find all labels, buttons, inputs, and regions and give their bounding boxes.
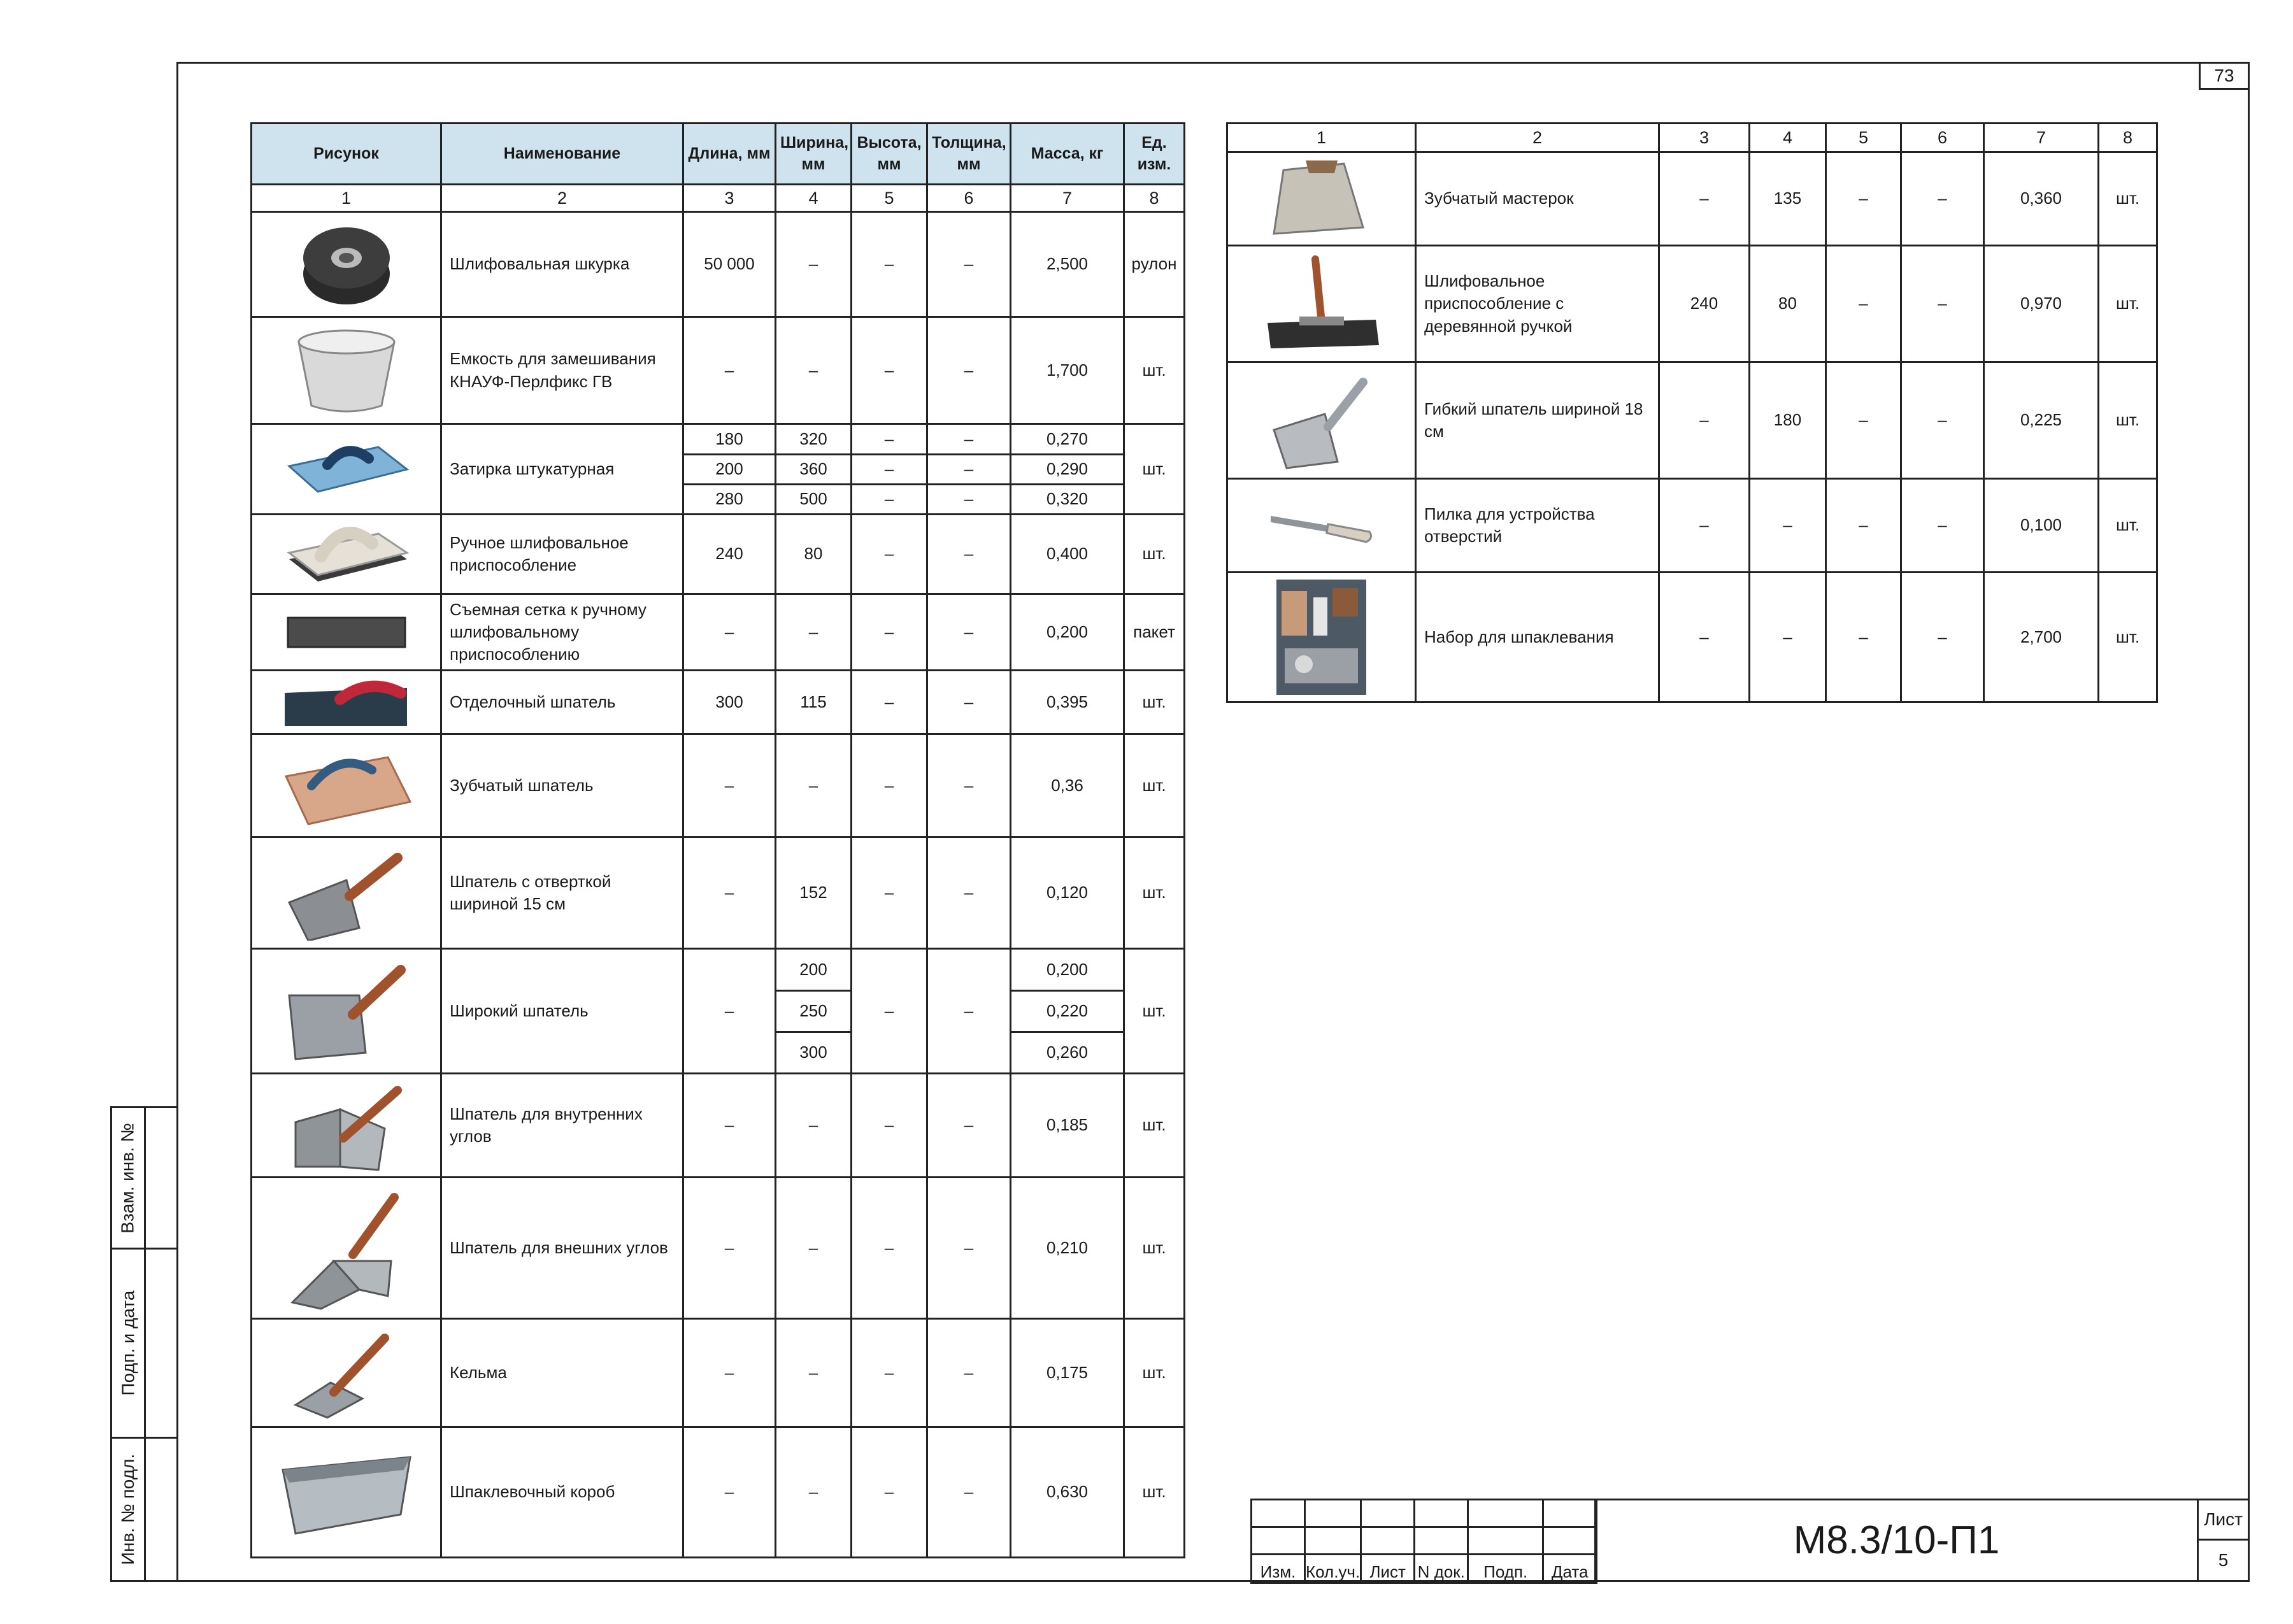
item-length: 240 — [683, 515, 776, 594]
item-width: 180 — [1750, 362, 1826, 479]
item-width: – — [776, 1074, 852, 1178]
item-height: – — [1826, 573, 1901, 702]
item-name: Емкость для замешивания КНАУФ-Перлфикс ГВ — [441, 317, 683, 424]
table-row — [252, 949, 1185, 991]
item-name: Шпатель для внутренних углов — [441, 1074, 683, 1178]
item-height: – — [1826, 362, 1901, 479]
item-length: – — [1659, 479, 1750, 573]
item-height: – — [852, 485, 927, 515]
item-mass: 0,200 — [1011, 594, 1124, 671]
header-name: Наименование — [441, 124, 683, 185]
col-num: 6 — [927, 185, 1011, 212]
item-width: – — [776, 1178, 852, 1319]
item-mass: 0,100 — [1984, 479, 2099, 573]
item-name: Пилка для устройства отверстий — [1416, 479, 1659, 573]
item-mass: 0,185 — [1011, 1074, 1124, 1178]
table-row — [252, 1074, 1185, 1178]
item-unit: рулон — [1124, 212, 1185, 317]
item-unit: шт. — [1124, 837, 1185, 949]
tb-label-change: Изм. — [1252, 1555, 1305, 1583]
item-thickness: – — [927, 1074, 1011, 1178]
stamp-inv-replace-label: Взам. инв. № — [118, 1122, 138, 1234]
item-thickness: – — [927, 671, 1011, 734]
col-num: 6 — [1901, 124, 1984, 152]
item-height: – — [852, 317, 927, 424]
item-height: – — [852, 1319, 927, 1427]
item-length: – — [1659, 362, 1750, 479]
item-name: Зубчатый мастерок — [1416, 152, 1659, 246]
item-height: – — [1826, 152, 1901, 246]
item-mass: 0,290 — [1011, 455, 1124, 485]
item-length: 180 — [683, 424, 776, 455]
item-thickness: – — [927, 594, 1011, 671]
item-height: – — [852, 837, 927, 949]
item-height: – — [852, 515, 927, 594]
sanding-mesh-icon — [252, 594, 441, 671]
item-length: – — [683, 949, 776, 1074]
item-name: Набор для шпаклевания — [1416, 573, 1659, 702]
item-mass: 0,220 — [1011, 991, 1124, 1032]
table-row — [252, 1319, 1185, 1427]
item-name: Гибкий шпатель шириной 18 см — [1416, 362, 1659, 479]
item-width: 360 — [776, 455, 852, 485]
col-num: 4 — [1750, 124, 1826, 152]
col-num: 3 — [1659, 124, 1750, 152]
item-thickness: – — [1901, 479, 1984, 573]
item-length: 300 — [683, 671, 776, 734]
item-unit: шт. — [1124, 1427, 1185, 1558]
item-length: 280 — [683, 485, 776, 515]
tb-label-sheet: Лист — [1361, 1555, 1415, 1583]
item-thickness: – — [1901, 246, 1984, 362]
item-unit: шт. — [1124, 949, 1185, 1074]
tb-label-sign: Подп. — [1468, 1555, 1543, 1583]
item-name: Шпатель с отверткой шириной 15 см — [441, 837, 683, 949]
item-length: 50 000 — [683, 212, 776, 317]
col-num: 8 — [1124, 185, 1185, 212]
table-row — [252, 671, 1185, 734]
stamp-sign-date — [110, 1248, 176, 1439]
item-unit: шт. — [1124, 671, 1185, 734]
item-height: – — [852, 455, 927, 485]
col-num: 2 — [441, 185, 683, 212]
table-row — [1227, 362, 2157, 479]
item-unit: шт. — [2099, 246, 2157, 362]
item-width: 80 — [1750, 246, 1826, 362]
table-row — [252, 837, 1185, 949]
column-number-row — [1227, 124, 2157, 152]
item-height: – — [852, 1074, 927, 1178]
trowel-icon — [252, 1319, 441, 1427]
table-row — [252, 515, 1185, 594]
item-length: – — [683, 1427, 776, 1558]
item-width: – — [776, 594, 852, 671]
item-height: – — [852, 734, 927, 837]
sheet-number: 5 — [2197, 1539, 2250, 1582]
item-unit: шт. — [1124, 424, 1185, 515]
item-height: – — [852, 212, 927, 317]
item-mass: 0,400 — [1011, 515, 1124, 594]
plaster-float-icon — [252, 424, 441, 515]
mixing-bucket-icon — [252, 317, 441, 424]
item-length: – — [1659, 152, 1750, 246]
item-width: 152 — [776, 837, 852, 949]
stamp-sign-date-label: Подп. и дата — [118, 1290, 138, 1396]
item-length: – — [683, 317, 776, 424]
table-row — [252, 424, 1185, 455]
item-length: – — [683, 1178, 776, 1319]
item-width: – — [1750, 573, 1826, 702]
item-length: – — [683, 837, 776, 949]
item-thickness: – — [927, 1427, 1011, 1558]
item-unit: шт. — [2099, 479, 2157, 573]
item-unit: шт. — [2099, 362, 2157, 479]
item-width: 250 — [776, 991, 852, 1032]
item-name: Отделочный шпатель — [441, 671, 683, 734]
item-name: Затирка штукатурная — [441, 424, 683, 515]
item-height: – — [852, 594, 927, 671]
table-row — [252, 1178, 1185, 1319]
tools-table-left — [250, 122, 1185, 1558]
header-picture: Рисунок — [252, 124, 441, 185]
item-height: – — [852, 1178, 927, 1319]
item-mass: 0,395 — [1011, 671, 1124, 734]
item-thickness: – — [927, 837, 1011, 949]
pole-sander-icon — [1227, 246, 1416, 362]
item-height: – — [1826, 479, 1901, 573]
title-block-labels — [1252, 1555, 1597, 1583]
item-unit: шт. — [1124, 1319, 1185, 1427]
item-thickness: – — [927, 212, 1011, 317]
item-width: – — [776, 734, 852, 837]
wide-spatula-icon — [252, 949, 441, 1074]
item-width: – — [776, 1319, 852, 1427]
item-name: Кельма — [441, 1319, 683, 1427]
sanding-roll-icon — [252, 212, 441, 317]
col-num: 7 — [1011, 185, 1124, 212]
header-row — [252, 124, 1185, 185]
item-length: 240 — [1659, 246, 1750, 362]
item-mass: 0,200 — [1011, 949, 1124, 991]
header-width: Ширина, мм — [776, 124, 852, 185]
item-width: 300 — [776, 1032, 852, 1074]
table-row — [252, 734, 1185, 837]
item-width: 200 — [776, 949, 852, 991]
tb-label-count: Кол.уч. — [1305, 1555, 1361, 1583]
notched-trowel-icon — [252, 734, 441, 837]
item-mass: 0,225 — [1984, 362, 2099, 479]
col-num: 4 — [776, 185, 852, 212]
table-row — [252, 594, 1185, 671]
item-width: 500 — [776, 485, 852, 515]
item-thickness: – — [927, 1319, 1011, 1427]
item-name: Ручное шлифовальное приспособление — [441, 515, 683, 594]
col-num: 8 — [2099, 124, 2157, 152]
col-num: 3 — [683, 185, 776, 212]
item-length: – — [1659, 573, 1750, 702]
tb-label-docnum: N док. — [1415, 1555, 1468, 1583]
item-unit: шт. — [1124, 317, 1185, 424]
item-unit: шт. — [2099, 573, 2157, 702]
item-thickness: – — [927, 1178, 1011, 1319]
item-mass: 0,320 — [1011, 485, 1124, 515]
stamp-inv-replace — [110, 1106, 176, 1250]
header-mass: Масса, кг — [1011, 124, 1124, 185]
hand-sander-icon — [252, 515, 441, 594]
column-number-row — [252, 185, 1185, 212]
item-height: – — [852, 949, 927, 1074]
mud-pan-icon — [252, 1427, 441, 1558]
item-name: Шлифовальная шкурка — [441, 212, 683, 317]
item-width: – — [1750, 479, 1826, 573]
item-height: – — [852, 424, 927, 455]
header-height: Высота, мм — [852, 124, 927, 185]
item-thickness: – — [927, 485, 1011, 515]
item-thickness: – — [1901, 152, 1984, 246]
tb-label-date: Дата — [1543, 1555, 1597, 1583]
item-unit: шт. — [2099, 152, 2157, 246]
item-name: Съемная сетка к ручному шлифовальному приспособлению — [441, 594, 683, 671]
document-code: М8.3/10-П1 — [1594, 1499, 2199, 1582]
finishing-trowel-icon — [252, 671, 441, 734]
item-width: – — [776, 317, 852, 424]
col-num: 5 — [1826, 124, 1901, 152]
item-height: – — [1826, 246, 1901, 362]
item-width: 320 — [776, 424, 852, 455]
item-mass: 0,630 — [1011, 1427, 1124, 1558]
item-length: – — [683, 1319, 776, 1427]
header-unit: Ед. изм. — [1124, 124, 1185, 185]
table-row — [1227, 573, 2157, 702]
col-num: 5 — [852, 185, 927, 212]
item-thickness: – — [927, 515, 1011, 594]
stamp-inv-orig-label: Инв. № подл. — [118, 1453, 138, 1565]
item-thickness: – — [927, 949, 1011, 1074]
item-mass: 0,120 — [1011, 837, 1124, 949]
item-mass: 0,970 — [1984, 246, 2099, 362]
item-mass: 1,700 — [1011, 317, 1124, 424]
table-row — [252, 212, 1185, 317]
item-unit: шт. — [1124, 734, 1185, 837]
item-name: Шпатель для внешних углов — [441, 1178, 683, 1319]
item-unit: шт. — [1124, 1178, 1185, 1319]
item-unit: пакет — [1124, 594, 1185, 671]
table-row — [1227, 152, 2157, 246]
item-mass: 0,260 — [1011, 1032, 1124, 1074]
sheet-label: Лист — [2197, 1499, 2250, 1541]
header-length: Длина, мм — [683, 124, 776, 185]
item-height: – — [852, 1427, 927, 1558]
stamp-inv-orig — [110, 1437, 176, 1582]
item-name: Широкий шпатель — [441, 949, 683, 1074]
inner-corner-spatula-icon — [252, 1074, 441, 1178]
table-row — [1227, 246, 2157, 362]
item-name: Шлифовальное приспособление с деревянной ручкой — [1416, 246, 1659, 362]
item-mass: 0,360 — [1984, 152, 2099, 246]
item-height: – — [852, 671, 927, 734]
tool-kit-icon — [1227, 573, 1416, 702]
item-unit: шт. — [1124, 1074, 1185, 1178]
item-name: Шпаклевочный короб — [441, 1427, 683, 1558]
item-name: Зубчатый шпатель — [441, 734, 683, 837]
item-mass: 0,175 — [1011, 1319, 1124, 1427]
table-row — [252, 317, 1185, 424]
item-mass: 0,210 — [1011, 1178, 1124, 1319]
item-mass: 2,500 — [1011, 212, 1124, 317]
flexible-spatula-icon — [1227, 362, 1416, 479]
title-block-grid — [1250, 1499, 1597, 1584]
item-length: – — [683, 594, 776, 671]
col-num: 2 — [1416, 124, 1659, 152]
item-thickness: – — [1901, 362, 1984, 479]
item-unit: шт. — [1124, 515, 1185, 594]
item-width: 80 — [776, 515, 852, 594]
item-mass: 2,700 — [1984, 573, 2099, 702]
col-num: 1 — [1227, 124, 1416, 152]
notched-trowel-icon — [1227, 152, 1416, 246]
table-row — [252, 1427, 1185, 1558]
outer-corner-spatula-icon — [252, 1178, 441, 1319]
col-num: 7 — [1984, 124, 2099, 152]
header-thickness: Толщина, мм — [927, 124, 1011, 185]
item-thickness: – — [927, 317, 1011, 424]
page-number: 73 — [2199, 62, 2250, 90]
item-width: – — [776, 1427, 852, 1558]
item-width: – — [776, 212, 852, 317]
item-mass: 0,270 — [1011, 424, 1124, 455]
item-thickness: – — [927, 424, 1011, 455]
item-thickness: – — [1901, 573, 1984, 702]
item-length: 200 — [683, 455, 776, 485]
item-length: – — [683, 1074, 776, 1178]
item-width: 115 — [776, 671, 852, 734]
screwdriver-spatula-icon — [252, 837, 441, 949]
item-length: – — [683, 734, 776, 837]
item-width: 135 — [1750, 152, 1826, 246]
jab-saw-icon — [1227, 479, 1416, 573]
tools-table-right — [1226, 122, 2158, 703]
item-thickness: – — [927, 455, 1011, 485]
item-thickness: – — [927, 734, 1011, 837]
table-row — [1227, 479, 2157, 573]
col-num: 1 — [252, 185, 441, 212]
item-mass: 0,36 — [1011, 734, 1124, 837]
